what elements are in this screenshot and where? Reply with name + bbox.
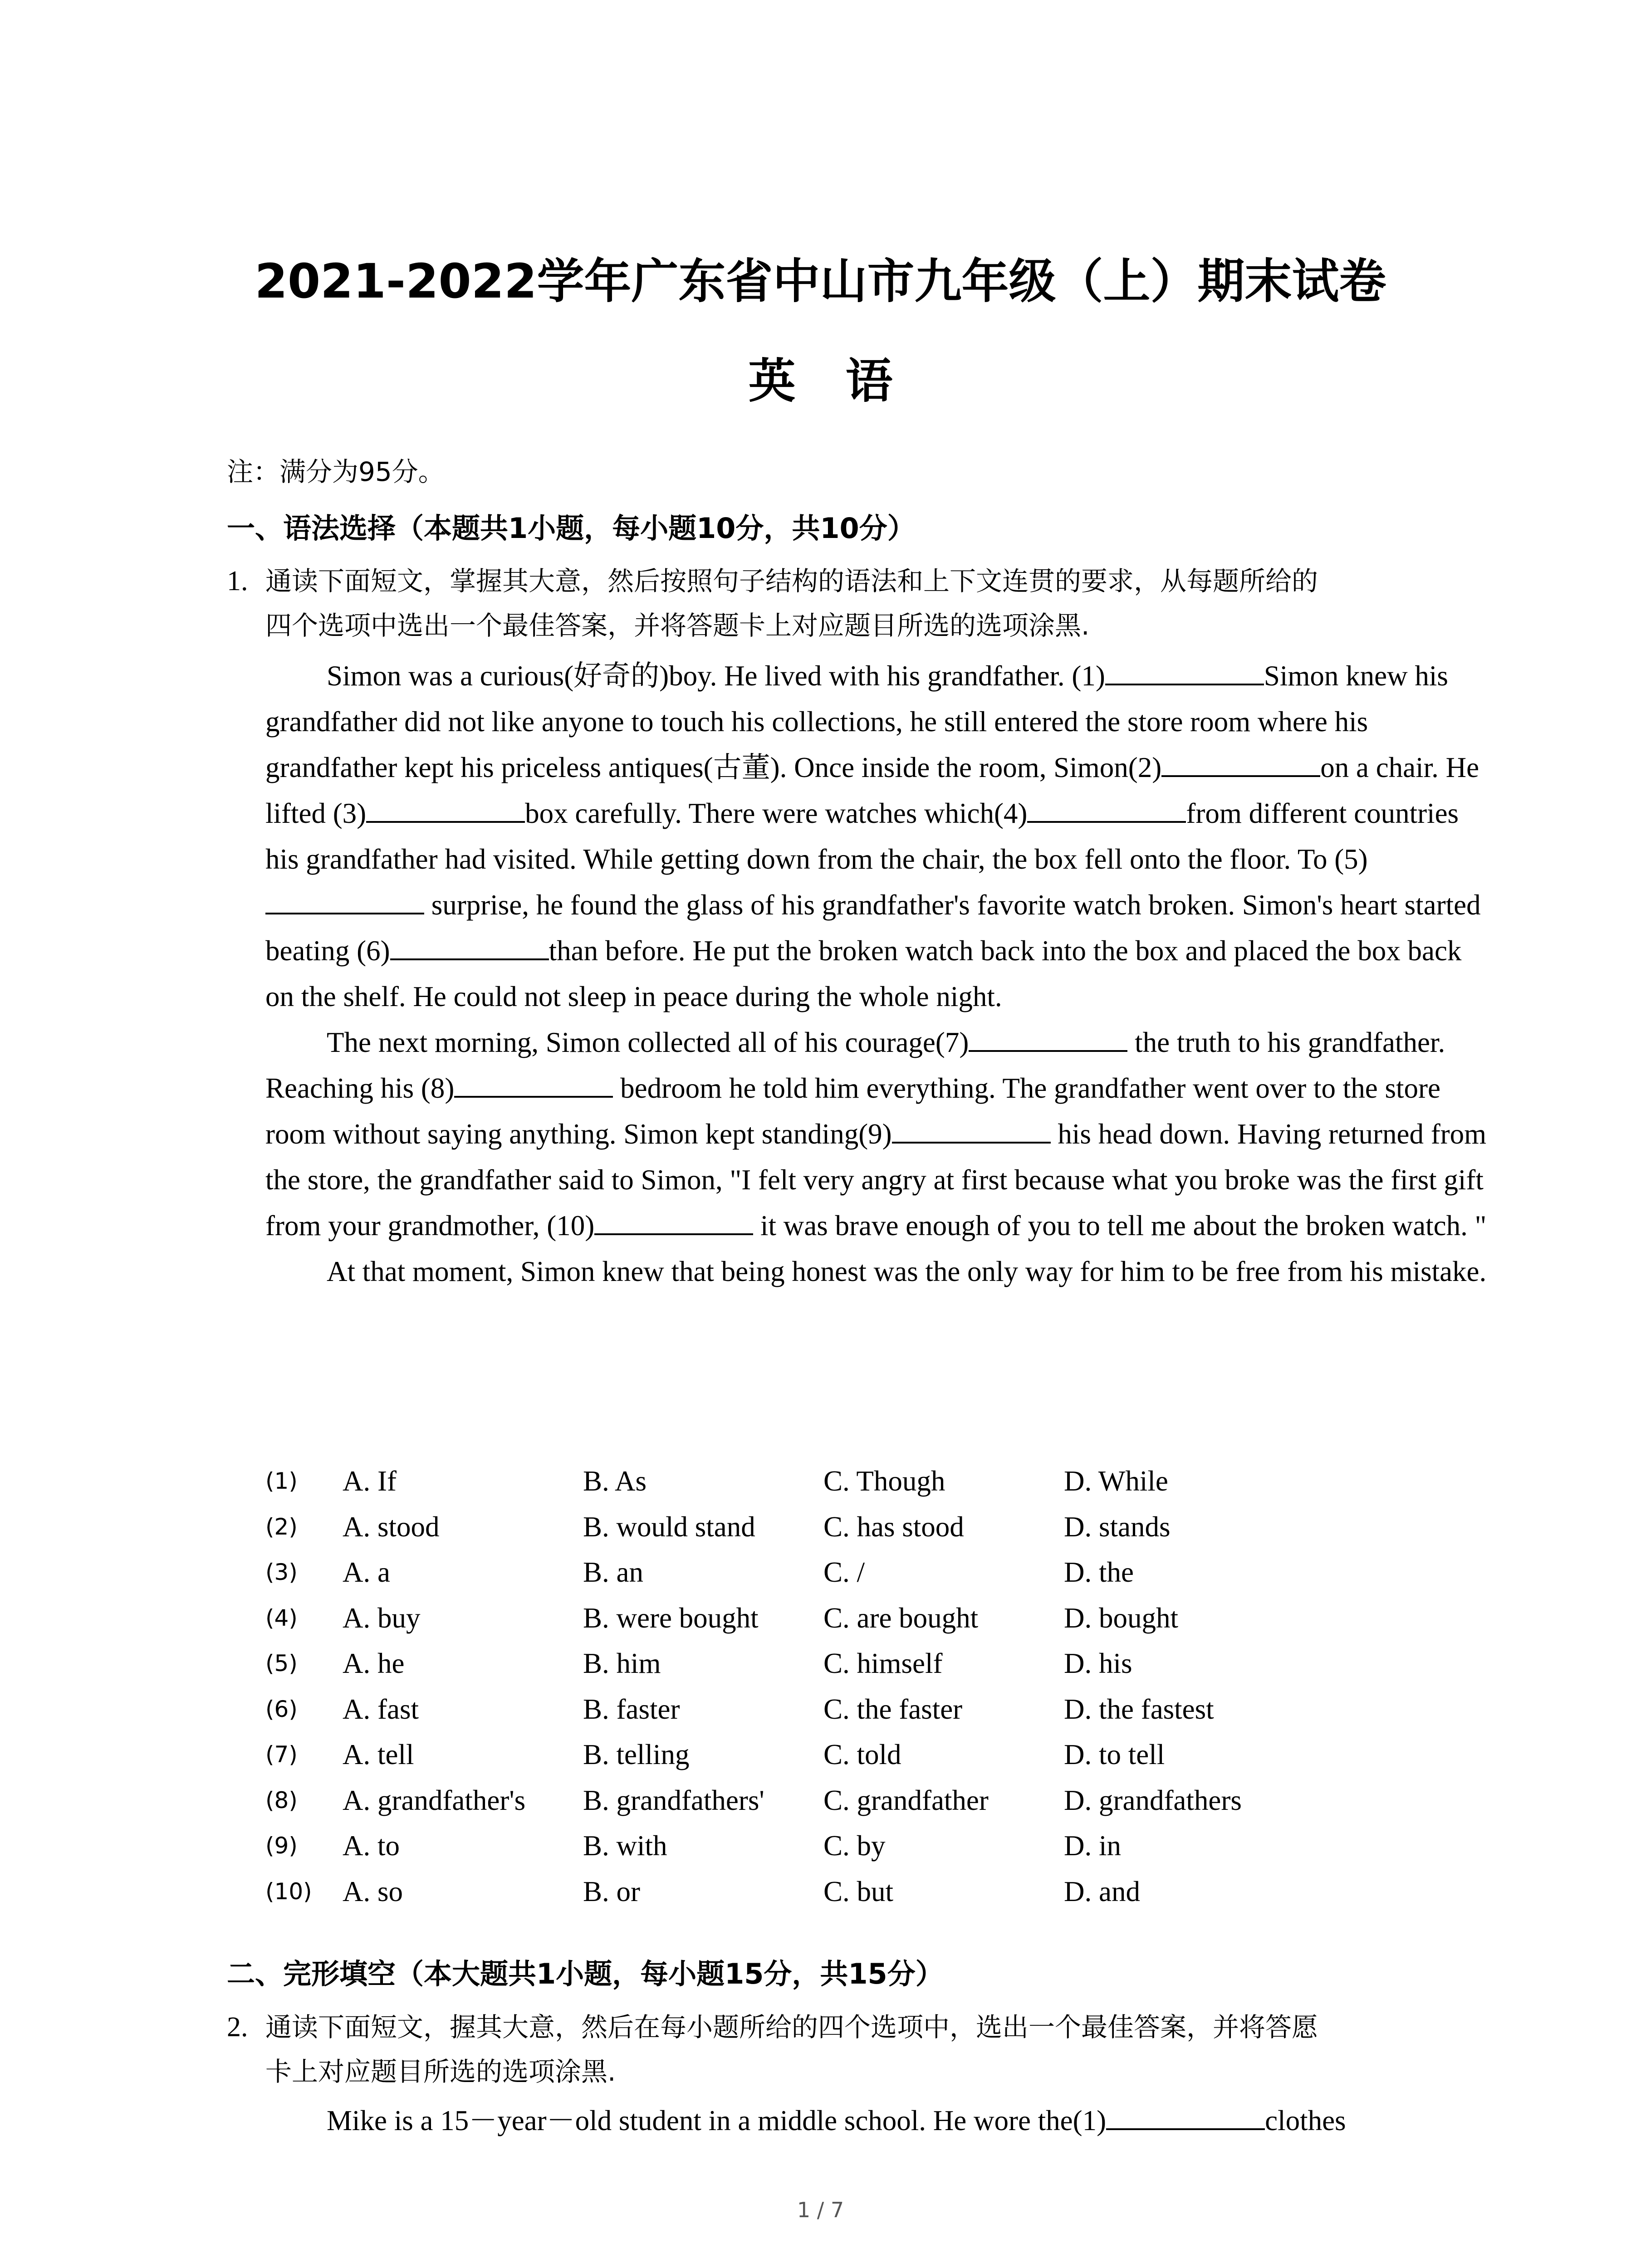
option-number: (2) bbox=[265, 1513, 298, 1540]
exam-title: 2021-2022学年广东省中山市九年级（上）期末试卷 bbox=[255, 254, 1386, 309]
option-number: (7) bbox=[265, 1741, 298, 1768]
passage-text: Simon was a curious(好奇的)boy. He lived with his grandfather. (1) bbox=[327, 660, 1105, 692]
passage-text: from different countries his grandfather had visited. While getting down from the chair, the box fell onto the floor. To (5) bbox=[265, 797, 1459, 875]
passage-paragraph bbox=[265, 1020, 1490, 1249]
option-a: A. fast bbox=[343, 1693, 419, 1725]
option-a: A. tell bbox=[343, 1739, 414, 1770]
option-c: C. but bbox=[823, 1875, 894, 1907]
section-1-heading: 一、语法选择（本题共1小题，每小题10分，共10分） bbox=[227, 512, 916, 545]
option-number: (5) bbox=[265, 1650, 298, 1677]
passage-paragraph: At that moment, Simon knew that being honest was the only way for him to be free from his mistake. bbox=[327, 1256, 1487, 1287]
option-number: (10) bbox=[265, 1878, 312, 1905]
option-c: C. by bbox=[823, 1830, 886, 1862]
instruction-text bbox=[265, 559, 1490, 648]
option-b: B. or bbox=[583, 1875, 640, 1907]
passage-paragraph bbox=[265, 653, 1490, 1020]
passage-text: bedroom he told him everything. The grandfather went over to the store room without saying anything. Simon kept standing(9) bbox=[265, 1072, 1440, 1150]
answer-blank bbox=[594, 1205, 753, 1235]
option-c: C. grandfather bbox=[823, 1784, 989, 1816]
passage-text: surprise, he found the glass of his grandfather's favorite watch broken. Simon's heart started beating (6) bbox=[265, 889, 1481, 967]
option-number: (1) bbox=[265, 1468, 298, 1494]
option-d: D. the bbox=[1064, 1556, 1134, 1588]
answer-blank bbox=[265, 885, 424, 914]
answer-blank bbox=[1161, 747, 1320, 777]
passage-text: Mike is a 15－year－old student in a middle school. He wore the(1) bbox=[327, 2105, 1107, 2136]
option-number: (3) bbox=[265, 1559, 298, 1585]
answer-blank bbox=[969, 1022, 1127, 1052]
reading-passage bbox=[265, 653, 1490, 1295]
option-d: D. his bbox=[1064, 1647, 1132, 1679]
passage-text: box carefully. There were watches which(4) bbox=[525, 797, 1028, 829]
option-row bbox=[265, 1641, 1490, 1686]
option-b: B. would stand bbox=[583, 1510, 755, 1543]
option-a: A. buy bbox=[343, 1602, 421, 1634]
option-b: B. grandfathers' bbox=[583, 1784, 764, 1816]
passage-text: clothes bbox=[1265, 2105, 1346, 2136]
option-row bbox=[265, 1778, 1490, 1823]
option-number: (9) bbox=[265, 1833, 298, 1859]
instruction-line: 卡上对应题目所选的选项涂黑. bbox=[265, 2056, 616, 2087]
option-a: A. a bbox=[343, 1556, 390, 1588]
question-number: 1. bbox=[227, 566, 248, 596]
question-2-passage bbox=[265, 2098, 1490, 2144]
option-row bbox=[265, 1549, 1490, 1595]
passage-text: The next morning, Simon collected all of his courage(7) bbox=[327, 1026, 969, 1058]
option-row bbox=[265, 1458, 1490, 1504]
option-d: D. grandfathers bbox=[1064, 1784, 1242, 1816]
option-d: D. stands bbox=[1064, 1510, 1171, 1543]
answer-blank bbox=[1106, 2100, 1265, 2130]
passage-text: than before. He put the broken watch back into the box and placed the box back on the shelf. He could not sleep in peace during the whole night. bbox=[265, 935, 1462, 1012]
passage-text: it was brave enough of you to tell me about the broken watch. " bbox=[753, 1210, 1487, 1242]
option-c: C. himself bbox=[823, 1647, 943, 1679]
option-row bbox=[265, 1686, 1490, 1732]
option-c: C. Though bbox=[823, 1465, 945, 1497]
option-a: A. grandfather's bbox=[343, 1784, 526, 1816]
option-number: (4) bbox=[265, 1604, 298, 1631]
instruction-line: 四个选项中选出一个最佳答案，并将答题卡上对应题目所选的选项涂黑. bbox=[265, 610, 1090, 641]
passage-paragraph bbox=[265, 2098, 1490, 2144]
option-b: B. an bbox=[583, 1556, 643, 1588]
option-row bbox=[265, 1869, 1490, 1915]
option-row bbox=[265, 1823, 1490, 1869]
option-c: C. are bought bbox=[823, 1602, 979, 1634]
score-note: 注：满分为95分。 bbox=[227, 456, 445, 487]
passage-text: his head down. Having returned from the store, the grandfather said to Simon, "I felt very angry at first because what you broke was the first gift from your grandmother, (10) bbox=[265, 1118, 1487, 1242]
exam-subject: 英语 bbox=[748, 353, 943, 409]
option-b: B. telling bbox=[583, 1739, 690, 1770]
option-number: (8) bbox=[265, 1787, 298, 1813]
answer-blank bbox=[1105, 655, 1264, 685]
option-b: B. with bbox=[583, 1830, 667, 1862]
answer-blank bbox=[366, 793, 525, 823]
answer-blank bbox=[1027, 793, 1186, 823]
option-b: B. As bbox=[583, 1465, 647, 1497]
answer-blank bbox=[390, 930, 549, 960]
option-row bbox=[265, 1732, 1490, 1778]
instruction-line: 通读下面短文，掌握其大意，然后按照句子结构的语法和上下文连贯的要求，从每题所给的 bbox=[265, 566, 1318, 596]
option-a: A. so bbox=[343, 1875, 403, 1907]
instruction-line: 通读下面短文，握其大意，然后在每小题所给的四个选项中，选出一个最佳答案，并将答愿 bbox=[265, 2012, 1318, 2043]
option-b: B. him bbox=[583, 1647, 661, 1679]
section-2-heading: 二、完形填空（本大题共1小题，每小题15分，共15分） bbox=[227, 1957, 944, 1990]
option-d: D. the fastest bbox=[1064, 1693, 1214, 1725]
option-c: C. / bbox=[823, 1556, 865, 1588]
option-d: D. bought bbox=[1064, 1602, 1178, 1634]
option-a: A. If bbox=[343, 1465, 397, 1497]
page-number: 1 / 7 bbox=[797, 2198, 844, 2222]
passage-text: the truth to his grandfather. Reaching his (8) bbox=[265, 1026, 1445, 1104]
option-c: C. the faster bbox=[823, 1693, 963, 1725]
option-row bbox=[265, 1595, 1490, 1641]
question-number: 2. bbox=[227, 2012, 248, 2043]
option-b: B. faster bbox=[583, 1693, 680, 1725]
option-row bbox=[265, 1504, 1490, 1550]
option-b: B. were bought bbox=[583, 1602, 759, 1634]
option-a: A. to bbox=[343, 1830, 400, 1862]
instruction-text bbox=[265, 2005, 1490, 2094]
passage-text: Simon knew his grandfather did not like anyone to touch his collections, he still entered the store room where his grandfather kept his priceless antiques(古董). Once inside the room, Simon(2) bbox=[265, 660, 1448, 783]
option-c: C. told bbox=[823, 1739, 901, 1770]
option-d: D. in bbox=[1064, 1830, 1121, 1862]
answer-blank bbox=[454, 1068, 613, 1098]
passage-text: on a chair. He lifted (3) bbox=[265, 752, 1479, 829]
option-c: C. has stood bbox=[823, 1510, 964, 1543]
answer-options bbox=[265, 1458, 1490, 1914]
answer-blank bbox=[892, 1114, 1051, 1144]
option-number: (6) bbox=[265, 1696, 298, 1722]
option-a: A. he bbox=[343, 1647, 405, 1679]
option-d: D. While bbox=[1064, 1465, 1168, 1497]
option-d: D. and bbox=[1064, 1875, 1140, 1907]
option-a: A. stood bbox=[343, 1510, 440, 1543]
option-d: D. to tell bbox=[1064, 1739, 1165, 1770]
